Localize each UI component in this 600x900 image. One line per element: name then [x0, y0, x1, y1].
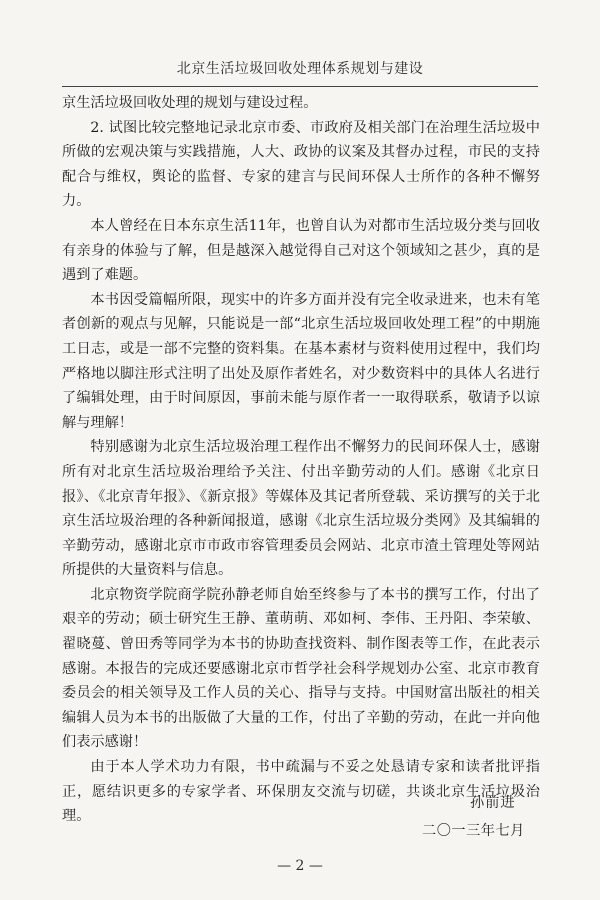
paragraph-closing: 由于本人学术功力有限，书中疏漏与不妥之处恳请专家和读者批评指正，愿结识更多的专家学者、环保朋友交流与切磋，共谈北京生活垃圾治理。 — [62, 759, 540, 825]
paragraph-record-goal: 2. 试图比较完整地记录北京市委、市政府及相关部门在治理生活垃圾中所做的宏观决策与实践措施，人大、政协的议案及其督办过程，市民的支持配合与维权，舆论的监督、专家的建言与民间环保人士所作的各种不懈努力。 — [62, 119, 540, 210]
paragraph-acknowledgment-media: 特别感谢为北京生活垃圾治理工程作出不懈努力的民间环保人士，感谢所有对北京生活垃圾治理给予关注、付出辛勤劳动的人们。感谢《北京日报》、《北京青年报》、《新京报》等媒体及其记者所登载、采访撰写的关于北京生活垃圾治理的各种新闻报道，感谢《北京生活垃圾分类网》及其编辑的辛勤劳动，感谢北京市市政市容管理委员会网站、北京市渣土管理处等网站所提供的大量资料与信息。 — [62, 439, 540, 579]
paragraph-tokyo-experience: 本人曾经在日本东京生活11年，也曾自认为对都市生活垃圾分类与回收有亲身的体验与了解，但是越深入越觉得自己对这个领域知之甚少，真的是遇到了难题。 — [62, 217, 540, 284]
paragraph-acknowledgment-people: 北京物资学院商学院孙静老师自始至终参与了本书的撰写工作，付出了艰辛的劳动；硕士研究生王静、董萌萌、邓如柯、李伟、王丹阳、李荣敏、翟晓蔓、曾田秀等同学为本书的协助查找资料、制作图表等工作，在此表示感谢。本报告的完成还要感谢北京市哲学社会科学规划办公室、北京市教育委员会的相关领导及工作人员的关心、指导与支持。中国财富出版社的相关编辑人员为本书的出版做了大量的工作，付出了辛勤的劳动，在此一并向他们表示感谢！ — [62, 586, 540, 751]
running-header: 北京生活垃圾回收处理体系规划与建设 — [176, 61, 424, 77]
paragraph-continuation: 京生活垃圾回收处理的规划与建设过程。 — [62, 95, 318, 111]
paragraph-scope-note: 本书因受篇幅所限，现实中的许多方面并没有完全收录进来，也未有笔者创新的观点与见解，只能说是一部“北京生活垃圾回收处理工程”的中期施工日志，或是一部不完整的资料集。在基本素材与资料使用过程中，我们均严格地以脚注形式注明了出处及原作者姓名，对少数资料中的具体人名进行了编辑处理，由于时间原因，事前未能与原作者一一取得联系，敬请予以谅解与理解！ — [62, 291, 540, 431]
signature-date: 二〇一三年七月 — [422, 823, 525, 839]
header-rule — [62, 86, 538, 87]
page-number: — 2 — — [277, 858, 323, 874]
author-signature: 孙前进 — [470, 795, 516, 811]
body-text — [62, 91, 540, 829]
